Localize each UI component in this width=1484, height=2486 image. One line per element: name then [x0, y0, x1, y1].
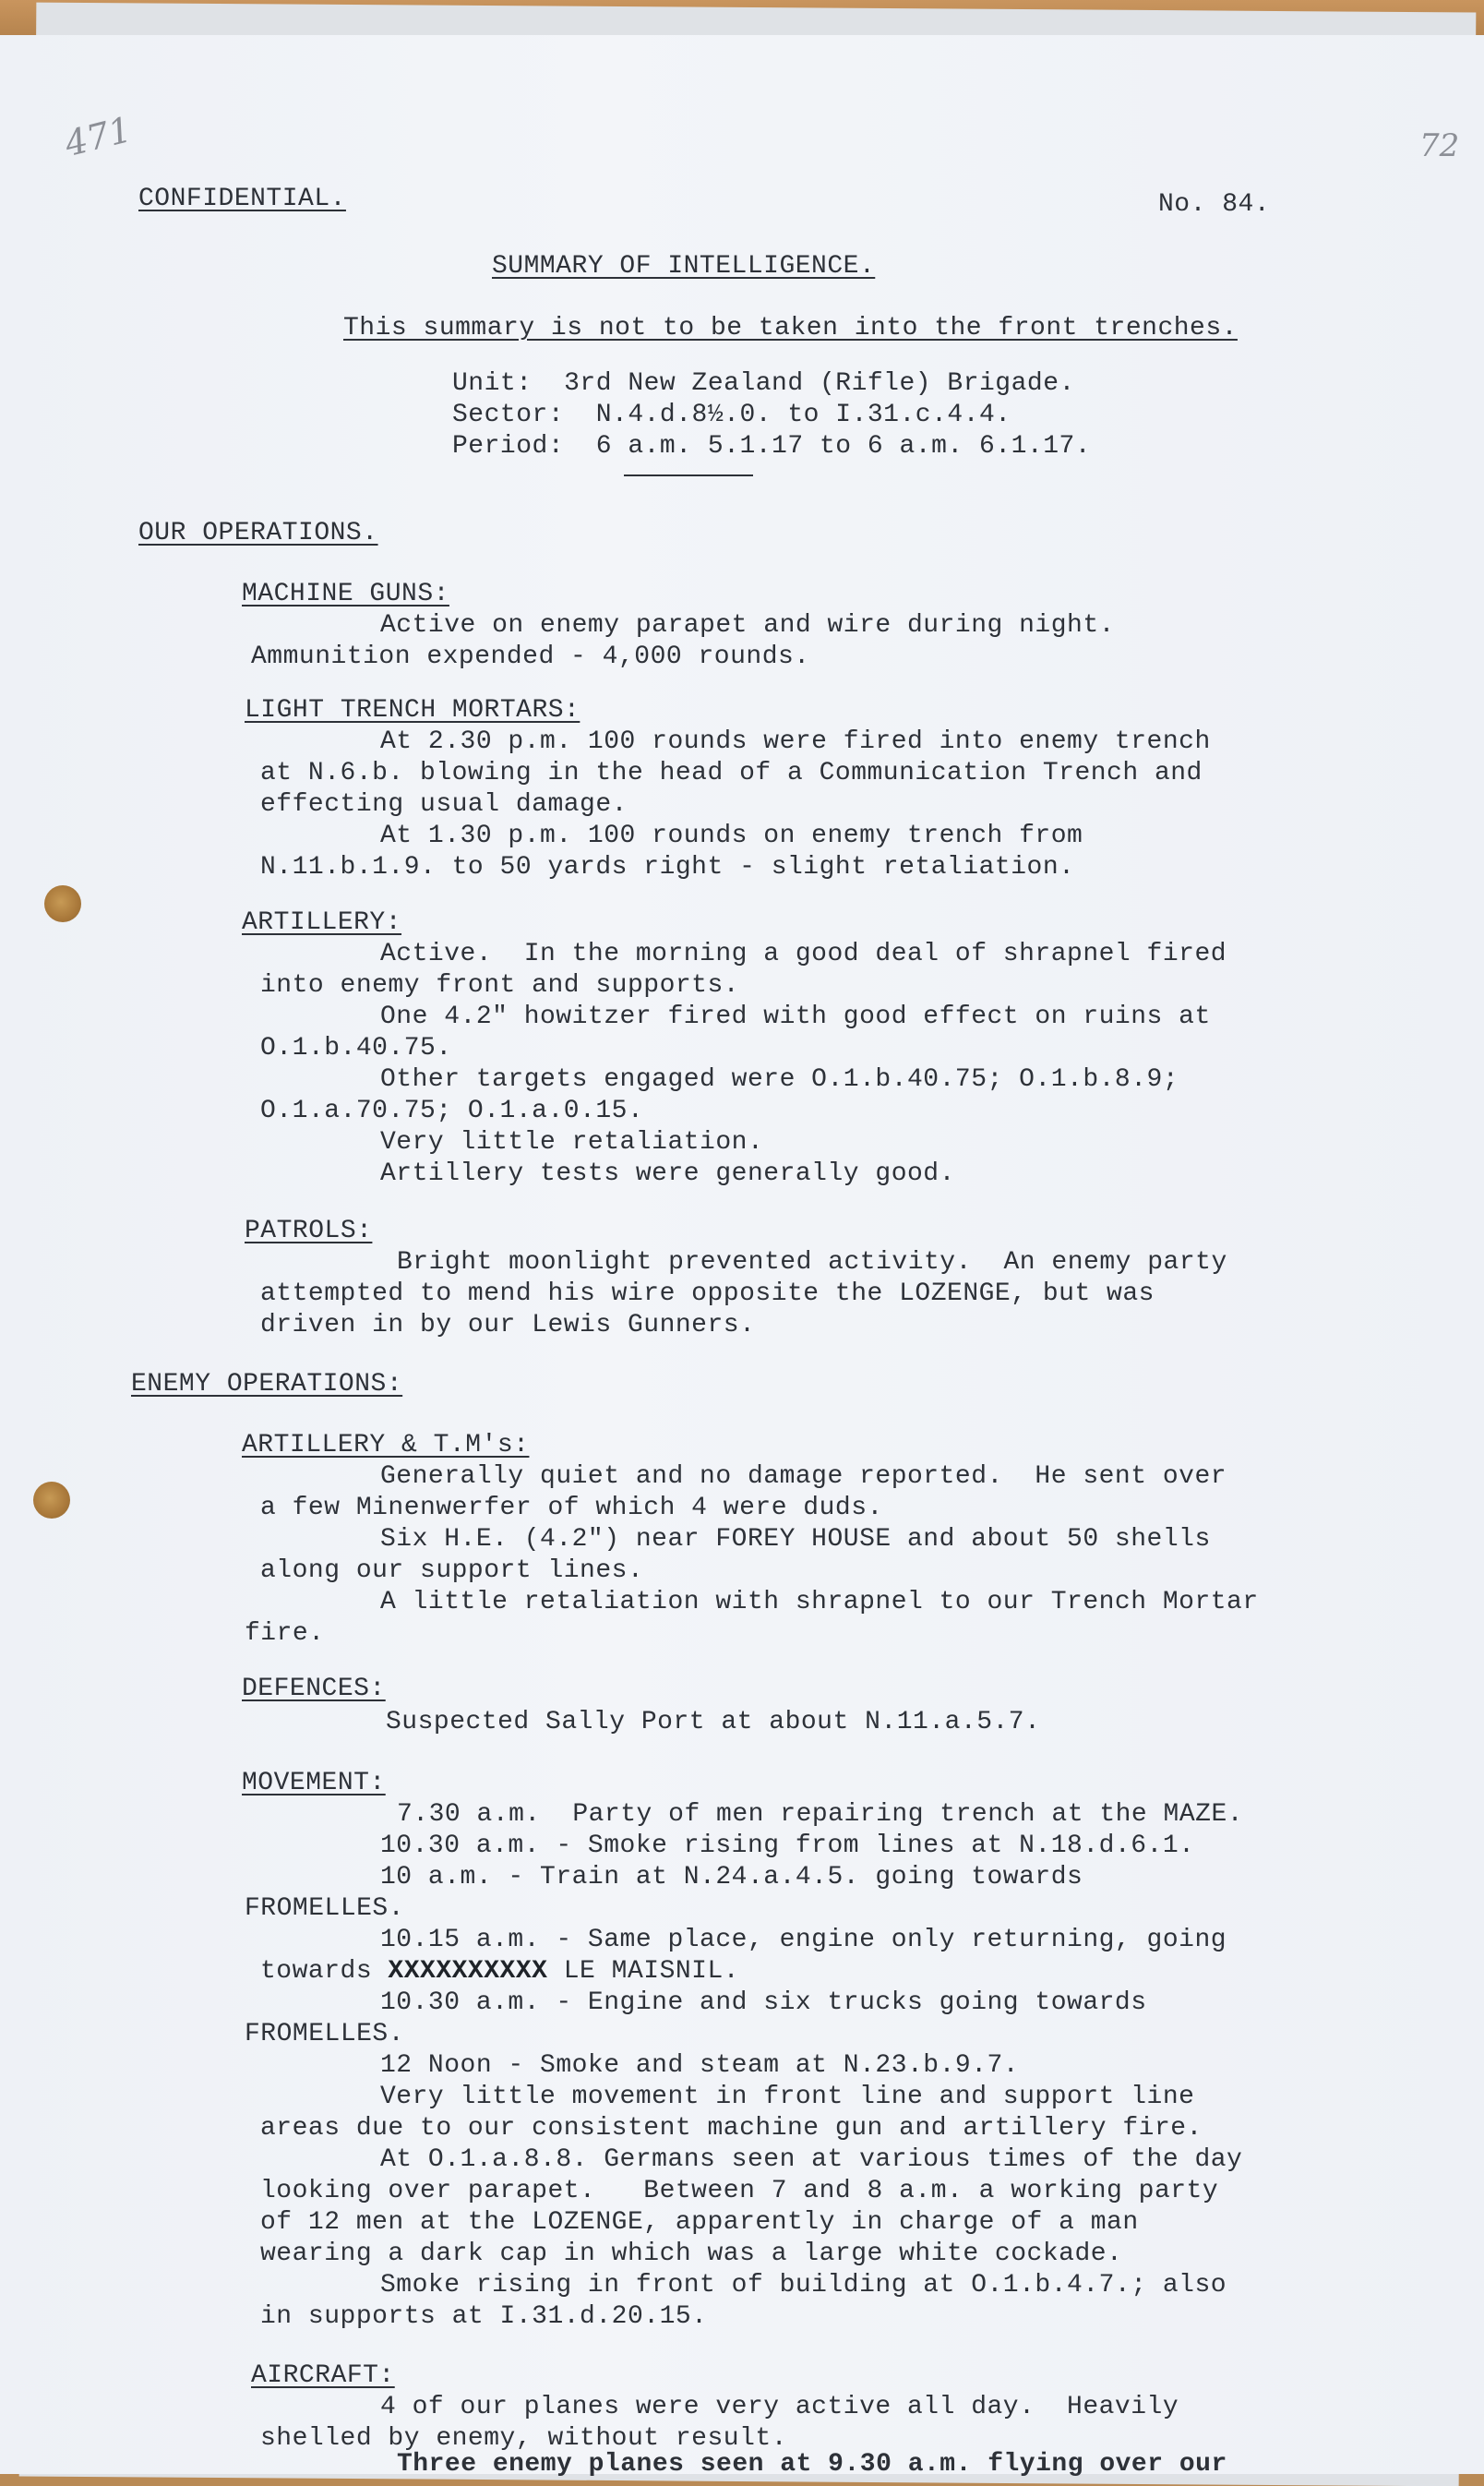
text-line: wearing a dark cap in which was a large white cockade. — [260, 2240, 1123, 2268]
text-line: a few Minenwerfer of which 4 were duds. — [260, 1494, 883, 1522]
text-segment: towards — [260, 1957, 389, 1986]
text-line: shelled by enemy, without result. — [260, 2424, 787, 2453]
text-segment: LE MAISNIL. — [547, 1957, 740, 1986]
period-line: Period: 6 a.m. 5.1.17 to 6 a.m. 6.1.17. — [452, 432, 1092, 461]
text-line: Six H.E. (4.2") near FOREY HOUSE and about 50 shells — [380, 1525, 1211, 1554]
notice-line: This summary is not to be taken into the front trenches. — [343, 314, 1238, 342]
text-line: 12 Noon - Smoke and steam at N.23.b.9.7. — [380, 2051, 1020, 2080]
pencil-reference-number: 471 — [60, 108, 136, 165]
section-heading-enemy-operations: ENEMY OPERATIONS: — [131, 1370, 403, 1399]
text-line: Bright moonlight prevented activity. An enemy party — [397, 1248, 1227, 1277]
subheading-movement: MOVEMENT: — [242, 1769, 386, 1797]
text-line: at N.6.b. blowing in the head of a Communication Trench and — [260, 759, 1203, 787]
text-line-struck — [260, 1957, 739, 1987]
text-line: One 4.2" howitzer fired with good effect on ruins at — [380, 1003, 1211, 1031]
page-number: 72 — [1419, 127, 1460, 164]
subheading-machine-guns: MACHINE GUNS: — [242, 580, 449, 608]
text-line: FROMELLES. — [245, 1894, 405, 1923]
text-line: N.11.b.1.9. to 50 yards right - slight retaliation. — [260, 853, 1075, 882]
subheading-defences: DEFENCES: — [242, 1675, 386, 1703]
text-line: in supports at I.31.d.20.15. — [260, 2302, 708, 2331]
text-line: At 1.30 p.m. 100 rounds on enemy trench from — [380, 822, 1083, 850]
summary-number: No. 84. — [1158, 190, 1271, 219]
text-line: Active on enemy parapet and wire during night. — [380, 611, 1115, 640]
subheading-enemy-artillery: ARTILLERY & T.M's: — [242, 1431, 530, 1459]
text-line: Very little movement in front line and support line — [380, 2083, 1195, 2111]
text-line: Active. In the morning a good deal of shrapnel fired — [380, 940, 1227, 968]
text-line: Very little retaliation. — [380, 1128, 764, 1157]
subheading-patrols: PATROLS: — [245, 1217, 373, 1245]
text-line: attempted to mend his wire opposite the LOZENGE, but was — [260, 1279, 1155, 1308]
section-heading-our-operations: OUR OPERATIONS. — [138, 519, 378, 547]
text-line: 10 a.m. - Train at N.24.a.4.5. going towards — [380, 1863, 1083, 1892]
text-line: Ammunition expended - 4,000 rounds. — [251, 643, 810, 671]
document-title: SUMMARY OF INTELLIGENCE. — [492, 252, 876, 281]
unit-line: Unit: 3rd New Zealand (Rifle) Brigade. — [452, 369, 1075, 398]
text-line: 7.30 a.m. Party of men repairing trench at the MAZE. — [397, 1800, 1244, 1829]
punch-hole-lower — [33, 1482, 70, 1519]
text-line: Suspected Sally Port at about N.11.a.5.7. — [386, 1708, 1041, 1736]
text-line: into enemy front and supports. — [260, 971, 740, 1000]
text-line: along our support lines. — [260, 1556, 644, 1585]
subheading-aircraft: AIRCRAFT: — [251, 2361, 395, 2390]
text-line: Smoke rising in front of building at O.1.b.4.7.; also — [380, 2271, 1227, 2300]
text-line: A little retaliation with shrapnel to our Trench Mortar — [380, 1588, 1259, 1616]
punch-hole-upper — [44, 885, 81, 922]
text-line: FROMELLES. — [245, 2020, 405, 2048]
subheading-artillery: ARTILLERY: — [242, 908, 402, 937]
text-line: Other targets engaged were O.1.b.40.75; O.1.b.8.9; — [380, 1065, 1179, 1094]
text-line: of 12 men at the LOZENGE, apparently in charge of a man — [260, 2208, 1139, 2237]
text-line: 10.15 a.m. - Same place, engine only returning, going — [380, 1926, 1227, 1954]
text-line: O.1.b.40.75. — [260, 1034, 452, 1063]
text-line: effecting usual damage. — [260, 790, 628, 819]
document-page — [0, 35, 1484, 2479]
header-rule — [624, 474, 753, 476]
text-line: At O.1.a.8.8. Germans seen at various times of the day — [380, 2145, 1243, 2174]
subheading-light-trench-mortars: LIGHT TRENCH MORTARS: — [245, 696, 580, 725]
text-line: At 2.30 p.m. 100 rounds were fired into enemy trench — [380, 727, 1211, 756]
struck-out-text: XXXXXXXXXX — [388, 1957, 548, 1986]
text-line: Artillery tests were generally good. — [380, 1159, 955, 1188]
text-line: 4 of our planes were very active all day. Heavily — [380, 2393, 1179, 2421]
text-line: 10.30 a.m. - Engine and six trucks going towards — [380, 1988, 1147, 2017]
text-line: Generally quiet and no damage reported. He sent over — [380, 1462, 1227, 1491]
text-line: fire. — [245, 1619, 325, 1648]
text-line: driven in by our Lewis Gunners. — [260, 1311, 756, 1339]
sector-line: Sector: N.4.d.8½.0. to I.31.c.4.4. — [452, 401, 1011, 429]
text-line: 10.30 a.m. - Smoke rising from lines at N.18.d.6.1. — [380, 1831, 1195, 1860]
text-line: Three enemy planes seen at 9.30 a.m. flying over our — [397, 2450, 1227, 2479]
text-line: O.1.a.70.75; O.1.a.0.15. — [260, 1097, 644, 1125]
text-line: areas due to our consistent machine gun and artillery fire. — [260, 2114, 1203, 2143]
classification: CONFIDENTIAL. — [138, 185, 346, 213]
text-line: looking over parapet. Between 7 and 8 a.m. a working party — [260, 2177, 1219, 2205]
